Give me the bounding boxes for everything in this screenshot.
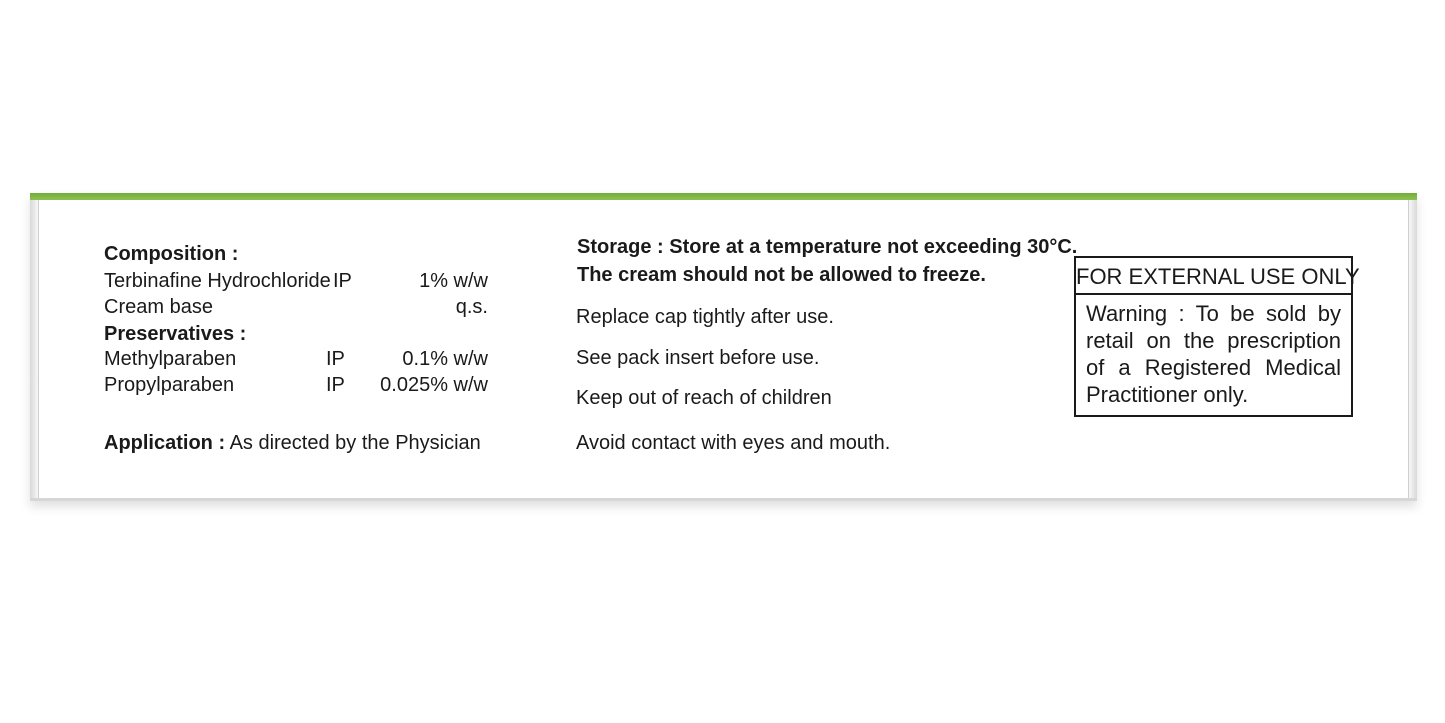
application-text: As directed by the Physician (229, 432, 481, 454)
composition-heading: Composition : (104, 243, 239, 265)
preservative-row-qty: 0.025% w/w (380, 374, 488, 396)
instruction-item: See pack insert before use. (576, 347, 820, 369)
composition-row-std: IP (333, 270, 352, 292)
carton-right-edge (1408, 200, 1417, 501)
carton-left-edge (30, 200, 39, 501)
composition-row-qty: q.s. (455, 296, 488, 318)
composition-row-name: Terbinafine Hydrochloride (104, 270, 331, 292)
green-top-stripe (30, 193, 1417, 200)
instruction-item: Replace cap tightly after use. (576, 306, 834, 328)
instruction-item: Keep out of reach of children (576, 387, 832, 409)
preservative-row-name: Propylparaben (104, 374, 235, 396)
preservative-row-name: Methylparaben (104, 348, 237, 370)
instruction-item: Avoid contact with eyes and mouth. (576, 432, 891, 454)
warning-text: Warning : To be sold by retail on the prescription of a Registered Medical Practitioner only. (1086, 301, 1341, 407)
composition-row-name: Cream base (104, 296, 213, 318)
external-use-heading: FOR EXTERNAL USE ONLY (1076, 258, 1351, 295)
preservative-row-qty: 0.1% w/w (402, 348, 488, 370)
application-line (104, 431, 481, 455)
preservative-row-std: IP (326, 374, 345, 396)
storage-line-1: Storage : Store at a temperature not exceeding 30°C. (577, 236, 1078, 258)
application-label: Application : (104, 432, 226, 454)
warning-box (1074, 256, 1360, 417)
preservative-row-std: IP (326, 348, 345, 370)
preservatives-heading: Preservatives : (104, 323, 247, 345)
carton-bottom-edge (30, 498, 1417, 501)
storage-line-2: The cream should not be allowed to freeze. (577, 264, 986, 286)
composition-row-qty: 1% w/w (419, 270, 488, 292)
